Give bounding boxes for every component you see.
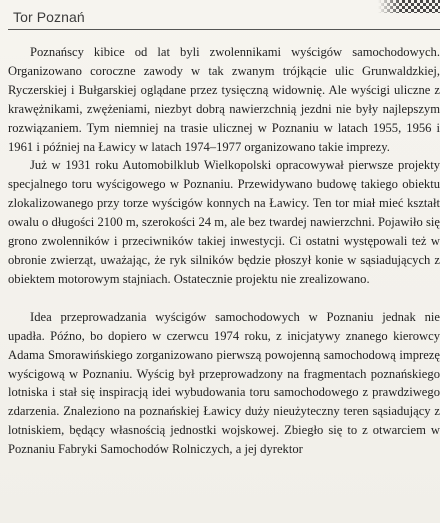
paragraph-1: Poznańscy kibice od lat byli zwolennikami wyścigów samochodowych. Organizowano coroczne zawody w tak zwanym trójkącie ulic Grunwaldzkiej, Ryczerskiej i Bułgarskiej oglądane przez tysięczną widownię. Ale wyścigi uliczne z krawężnikami, zwężeniami, niezbyt dobrą nawierzchnią jezdni nie były najlepszym rozwiązaniem. Tym niemniej na trasie ulicznej w Poznaniu w latach 1955, 1956 i 1961 i później na Ławicy w latach 1974–1977 organizowano takie imprezy. bbox=[8, 45, 440, 154]
paragraph-2: Już w 1931 roku Automobilklub Wielkopolski opracowywał pierwsze projekty specjalnego toru wyścigowego w Poznaniu. Przewidywano budowę takiego obiektu zlokalizowanego przy torze wyścigów konnych na Ławicy. Ten tor miał mieć kształt owalu o długości 2100 m, szerokości 24 m, ale bez twardej nawierzchni. Pojawiło się grono zwolenników i przeciwników takiej inwestycji. Ci ostatni występowali też w obronie zwierząt, uważając, że ryk silników będzie płoszył konie w sąsiadujących z obiektem motorowym stajniach. Ostatecznie projektu nie zrealizowano. bbox=[8, 158, 440, 286]
checkered-flag-decoration bbox=[378, 0, 440, 13]
page-header bbox=[13, 9, 440, 35]
header-rule bbox=[8, 29, 440, 30]
running-head-title: Tor Poznań bbox=[13, 9, 85, 25]
paragraph-3: Idea przeprowadzania wyścigów samochodowych w Poznaniu jednak nie upadła. Późno, bo dopiero w czerwcu 1974 roku, z inicjatywy znanego kierowcy Adama Smorawińskiego zorganizowano pierwszą powojenną samochodową imprezę wyścigową w Poznaniu. Wyścig był przeprowadzony na fragmentach poznańskiego lotniska i stał się inspiracją idei wybudowania toru samochodowego z prawdziwego zdarzenia. Znaleziono na poznańskiej Ławicy duży nieużyteczny teren sąsiadujący z lotniskiem, będący własnością jednostki wojskowej. Zbiegło się to z otwarciem w Poznaniu Fabryki Samochodów Rolniczych, a jej dyrektor bbox=[8, 309, 440, 457]
article-body bbox=[8, 43, 440, 459]
